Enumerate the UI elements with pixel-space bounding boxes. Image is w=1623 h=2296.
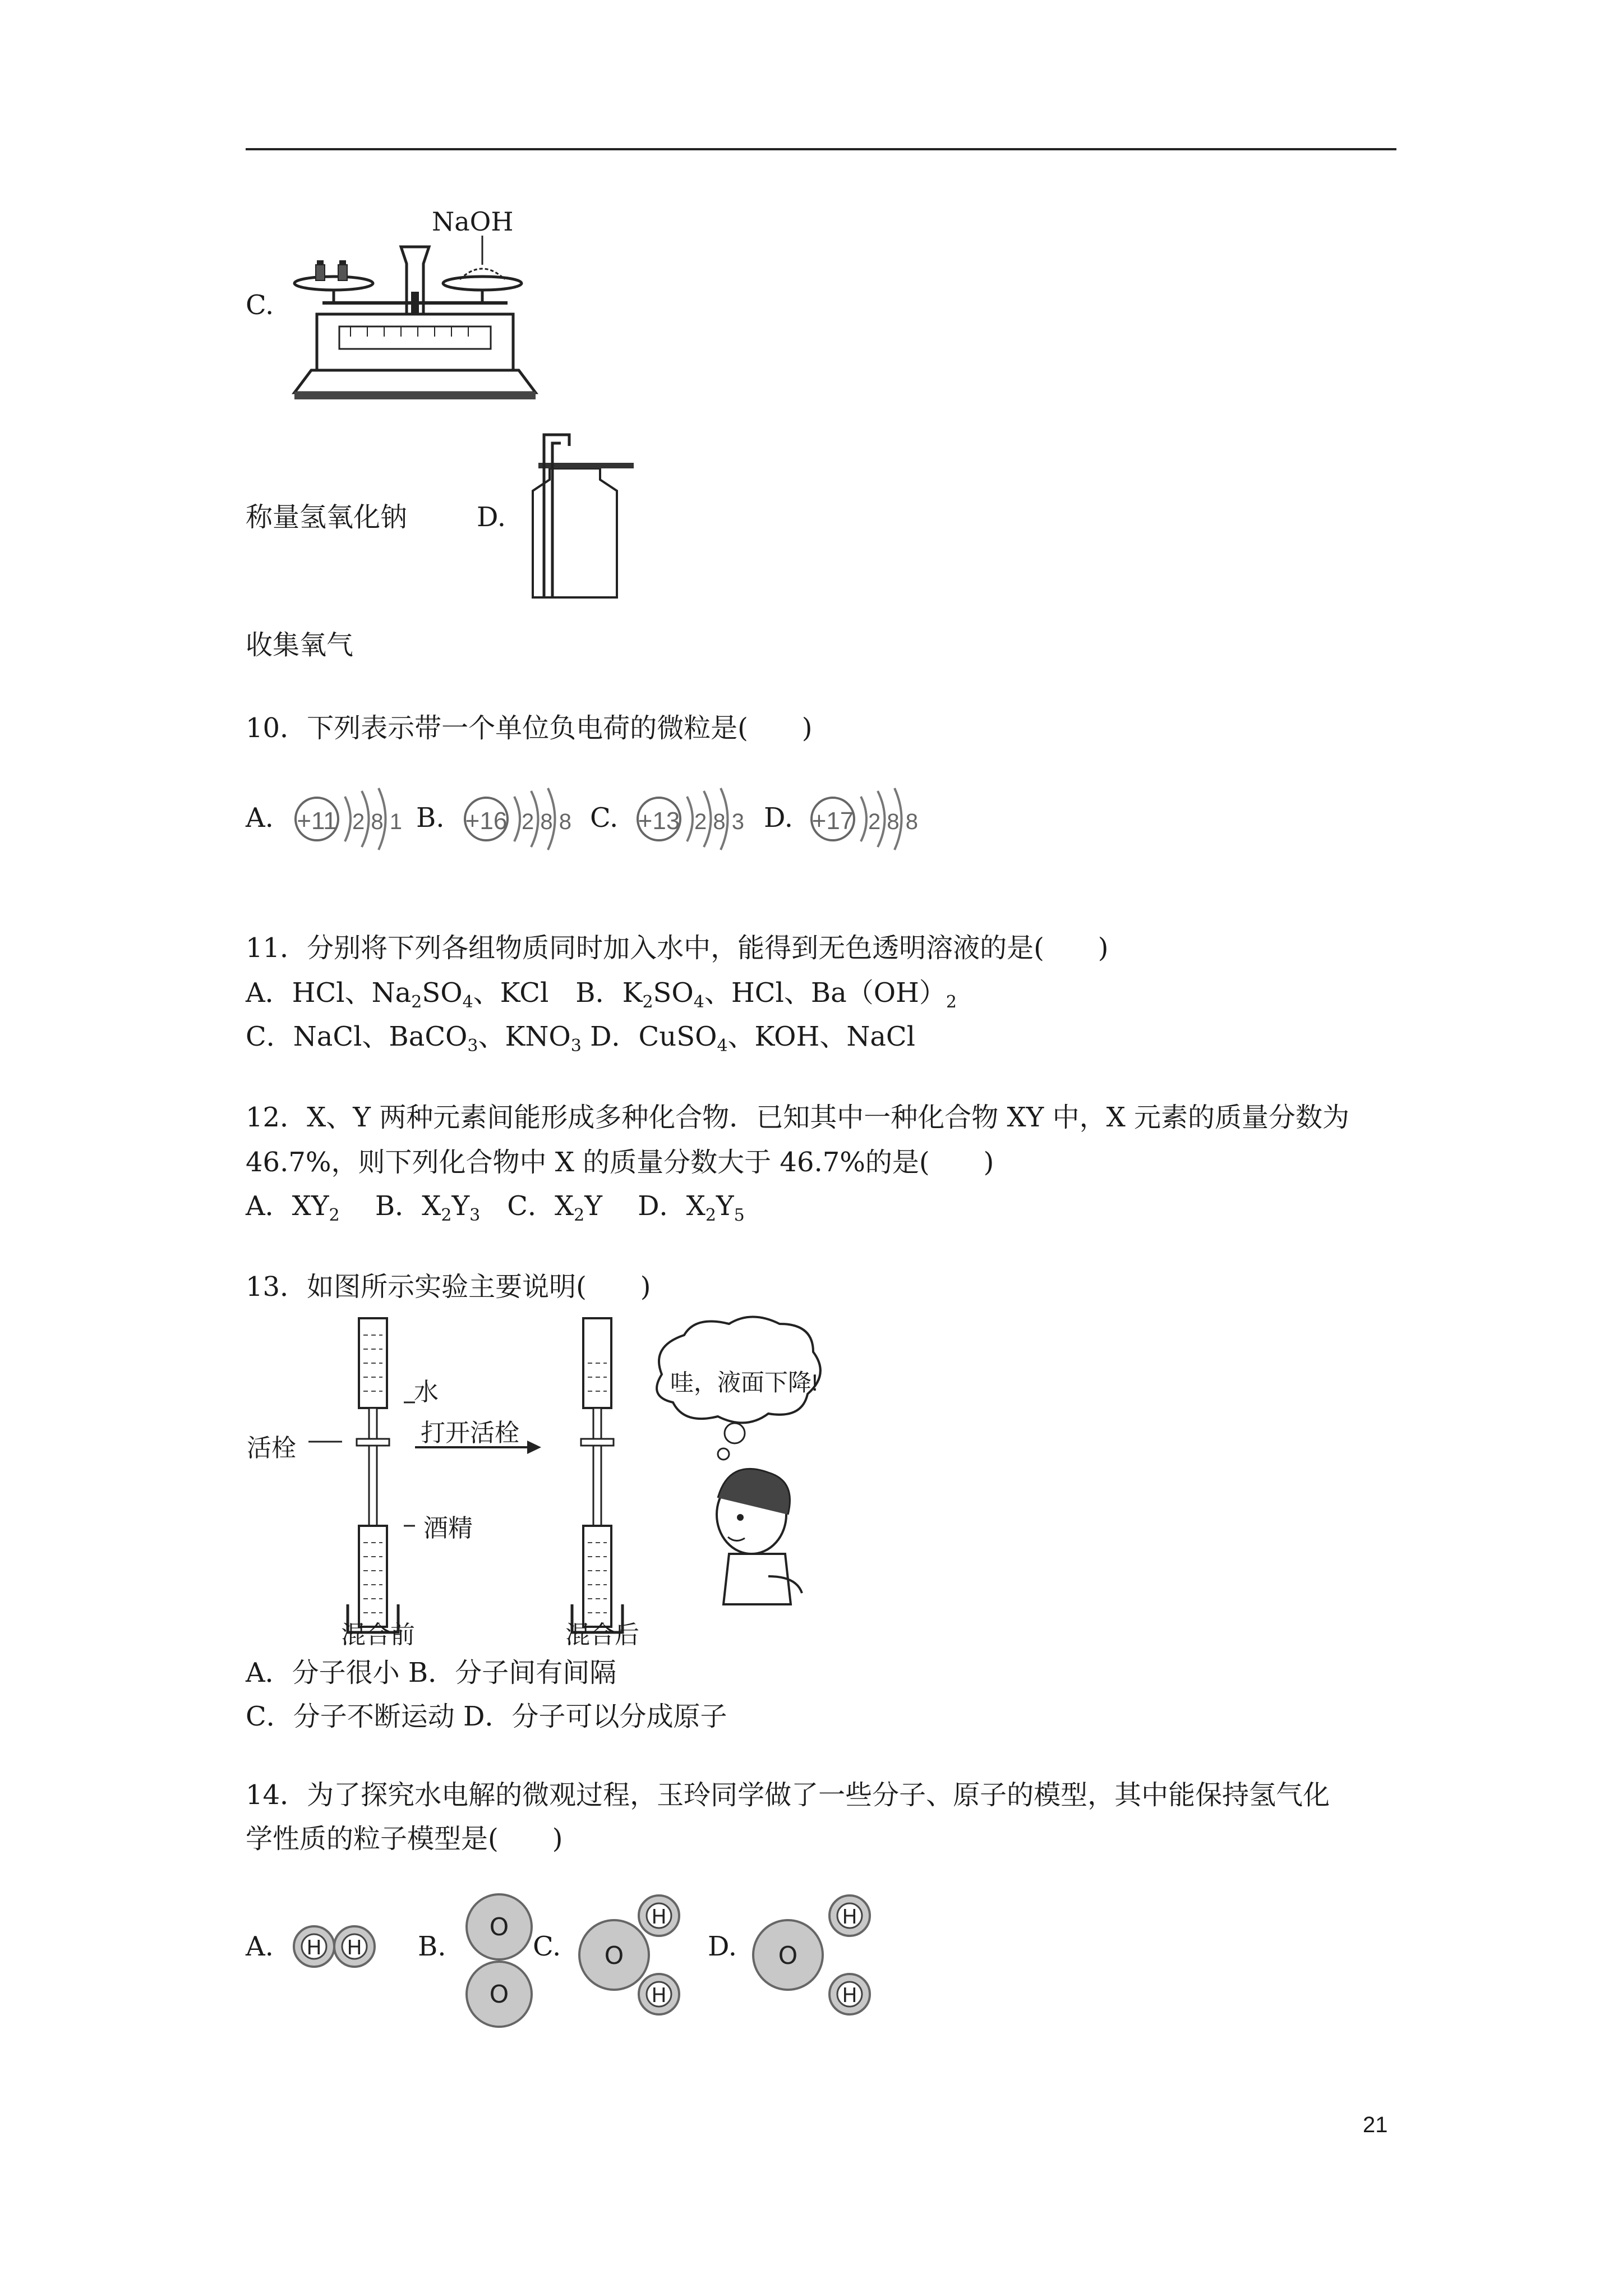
q14-option-b-model — [460, 1890, 538, 2031]
q13-options-line2: C．分子不断运动 D．分子可以分成原子 — [246, 1701, 727, 1732]
q12-stem-line1: 12．X、Y 两种元素间能形成多种化合物．已知其中一种化合物 XY 中，X 元素的质量分数为 — [246, 1102, 1350, 1133]
q13-figure — [247, 1313, 830, 1649]
q10-option-a-atom — [292, 785, 402, 853]
q11-options-line1: A．HCl、$Na_2SO_4$、KCl B．$K_2SO_4$、HCl、$Ba(OH)_2$ — [246, 977, 957, 1012]
h-atom: H — [651, 1984, 667, 2007]
h-atom: H — [306, 1936, 322, 1959]
q14-option-c-model — [575, 1893, 693, 2017]
o-atom: O — [778, 1941, 798, 1970]
q13-fig-bubble: 哇，液面下降! — [670, 1369, 818, 1396]
q12-stem-line2: 46.7%，则下列化合物中 X 的质量分数大于 46.7%的是( ) — [246, 1147, 994, 1178]
q13-fig-water: 水 — [414, 1378, 439, 1406]
q14-option-c-label: C. — [533, 1931, 561, 1962]
h-atom: H — [842, 1984, 857, 2007]
o-atom: O — [604, 1941, 624, 1970]
q14-option-a-model — [292, 1918, 381, 1975]
o-atom: O — [489, 1980, 509, 2009]
q13-stem: 13．如图所示实验主要说明( ) — [246, 1271, 651, 1303]
q10-option-c-label: C. — [590, 802, 619, 834]
q10-option-c-nucleus: +13 — [638, 807, 680, 835]
q9-option-c-caption: 称量氢氧化钠 — [246, 501, 408, 533]
q13-fig-before: 混合前 — [341, 1621, 415, 1649]
header-rule — [246, 148, 1396, 150]
q13-fig-stopcock: 活栓 — [247, 1434, 296, 1462]
q14-option-b-label: B. — [418, 1931, 446, 1962]
q10-option-d-atom — [808, 785, 918, 853]
q14-option-d-model — [749, 1893, 878, 2017]
h-atom: H — [842, 1906, 857, 1929]
q11-options-line2: C．NaCl、BaCO$_3$、$KNO_3$ D．CuSO$_4$、KOH、NaCl — [246, 1021, 916, 1056]
q10-option-a-shells: 2 8 1 — [352, 809, 402, 834]
q13-fig-alcohol: 酒精 — [423, 1515, 473, 1542]
page-number: 21 — [1363, 2113, 1388, 2137]
q12-options: A．$XY_2$ B．$X_2Y_3$ C．$X_2Y$ D．$X_2Y_5$ — [246, 1190, 745, 1225]
q14-option-d-label: D. — [708, 1931, 737, 1962]
q10-option-c-shells: 2 8 3 — [694, 809, 744, 834]
q14-option-a-label: A. — [246, 1931, 274, 1962]
q13-fig-open-stopcock: 打开活栓 — [421, 1419, 519, 1447]
q10-option-a-nucleus: +11 — [297, 807, 337, 835]
q11-stem: 11．分别将下列各组物质同时加入水中，能得到无色透明溶液的是( ) — [246, 932, 1109, 964]
gas-bottle-figure — [522, 429, 628, 609]
q14-stem-line1: 14．为了探究水电解的微观过程，玉玲同学做了一些分子、原子的模型，其中能保持氢气化 — [246, 1779, 1330, 1811]
q9-option-d-caption: 收集氧气 — [246, 629, 354, 661]
naoh-label: NaOH — [432, 206, 514, 237]
q10-option-d-shells: 2 8 8 — [868, 809, 918, 834]
q13-fig-after: 混合后 — [565, 1621, 639, 1649]
q10-option-b-label: B. — [416, 802, 445, 834]
q10-option-a-label: A. — [246, 802, 274, 834]
h-atom: H — [651, 1906, 667, 1929]
q10-option-d-label: D. — [764, 802, 794, 834]
o-atom: O — [489, 1913, 509, 1941]
q10-option-d-nucleus: +17 — [811, 807, 854, 835]
q10-option-b-nucleus: +16 — [465, 807, 508, 835]
q10-option-c-atom — [634, 785, 744, 853]
q10-option-b-shells: 2 8 8 — [522, 809, 571, 834]
q9-option-d-label: D. — [477, 501, 506, 533]
h-atom: H — [347, 1936, 362, 1959]
q9-option-c-label: C. — [246, 289, 274, 321]
q13-options-line1: A．分子很小 B．分子间有间隔 — [246, 1657, 617, 1688]
q10-option-b-atom — [461, 785, 571, 853]
q10-stem: 10．下列表示带一个单位负电荷的微粒是( ) — [246, 712, 813, 744]
q14-stem-line2: 学性质的粒子模型是( ) — [246, 1823, 563, 1855]
